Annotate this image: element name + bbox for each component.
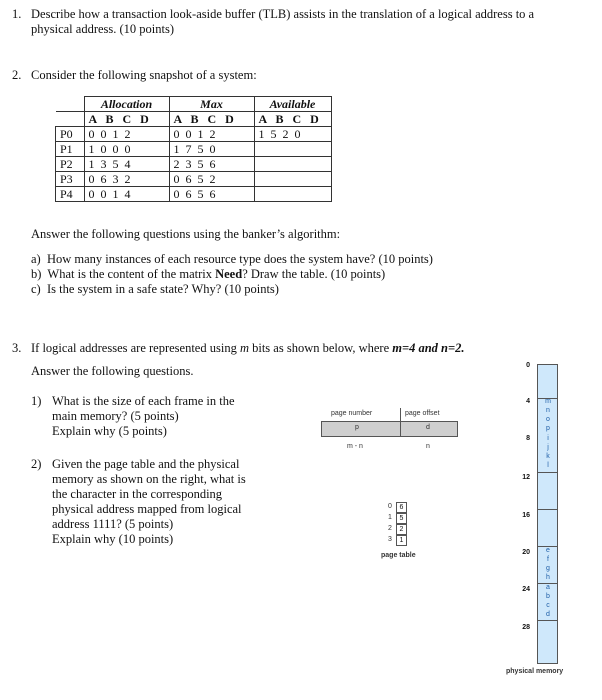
max-cell: 0 6 5 2 — [169, 172, 254, 187]
q2-item-c: c) Is the system in a safe state? Why? (10 points) — [31, 282, 279, 296]
q3-sub2-line1: Given the page table and the physical — [52, 457, 240, 471]
pt-frame-3: 1 — [396, 535, 407, 546]
q3-sub2-line2: memory as shown on the right, what is — [52, 472, 246, 486]
allocation-header: Allocation — [84, 97, 169, 112]
q3-intro-mid: bits as shown below, where — [248, 341, 393, 355]
q2-item-a: a) How many instances of each resource type does the system have? (10 points) — [31, 252, 433, 266]
process-label: P2 — [56, 157, 85, 172]
process-label: P4 — [56, 187, 85, 202]
q3-sub1-line3: Explain why (5 points) — [52, 424, 167, 438]
q3-sub1-number: 1) — [31, 394, 42, 408]
available-cell — [254, 187, 331, 202]
available-cell — [254, 157, 331, 172]
resource-snapshot-table — [55, 96, 332, 202]
allocation-cell: 0 0 1 4 — [84, 187, 169, 202]
table-row — [56, 172, 332, 187]
table-row — [56, 157, 332, 172]
mem-char: i — [547, 435, 549, 442]
allocation-cell: 0 6 3 2 — [84, 172, 169, 187]
pt-frame-0: 6 — [396, 502, 407, 513]
pt-frame-2: 2 — [396, 524, 407, 535]
process-label: P1 — [56, 142, 85, 157]
p-field: p — [355, 424, 359, 431]
mem-char: a — [546, 584, 550, 591]
available-cell: 1 5 2 0 — [254, 127, 331, 142]
q3-sub2-line6: Explain why (10 points) — [52, 532, 174, 546]
process-label: P0 — [56, 127, 85, 142]
q3-intro-m: m — [239, 341, 249, 355]
divider-tick — [400, 408, 401, 421]
max-cell: 2 3 5 6 — [169, 157, 254, 172]
mem-char: e — [546, 547, 550, 554]
q2-intro: Consider the following snapshot of a system: — [31, 68, 257, 82]
mem-divider — [537, 620, 558, 621]
mem-divider — [537, 472, 558, 473]
max-cell: 1 7 5 0 — [169, 142, 254, 157]
mem-char: m — [545, 398, 551, 405]
pt-index-2: 2 — [388, 525, 392, 532]
mem-char: n — [546, 407, 550, 414]
d-field: d — [426, 424, 430, 431]
mem-char: l — [547, 462, 549, 469]
mem-char: g — [546, 565, 550, 572]
mem-char: f — [547, 556, 549, 563]
max-header: Max — [169, 97, 254, 112]
mem-address-4: 4 — [526, 398, 530, 405]
mem-char: p — [546, 425, 550, 432]
mem-char: j — [547, 444, 549, 451]
q1-line2: physical address. (10 points) — [31, 22, 175, 36]
q3-answer-prompt: Answer the following questions. — [31, 364, 194, 378]
table-row — [56, 187, 332, 202]
mem-address-24: 24 — [522, 586, 530, 593]
mem-address-12: 12 — [522, 474, 530, 481]
available-header: Available — [254, 97, 331, 112]
max-cell: 0 6 5 6 — [169, 187, 254, 202]
mem-address-20: 20 — [522, 549, 530, 556]
q3-sub1-line2: main memory? (5 points) — [52, 409, 179, 423]
n-label: n — [426, 443, 430, 450]
q1-number: 1. — [12, 7, 22, 21]
q3-sub2-line3: the character in the corresponding — [52, 487, 223, 501]
q3-number: 3. — [12, 341, 22, 355]
q3-intro-condition: m=4 and n=2. — [392, 341, 465, 355]
mem-char: k — [546, 453, 550, 460]
page-number-box — [321, 421, 402, 437]
table-row — [56, 142, 332, 157]
allocation-subheader: A B C D — [84, 112, 169, 127]
q3-sub1-line1: What is the size of each frame in the — [52, 394, 235, 408]
available-cell — [254, 142, 331, 157]
mem-address-0: 0 — [526, 362, 530, 369]
q1-line1: Describe how a transaction look-aside buffer (TLB) assists in the translation of a logical address to a — [31, 7, 535, 21]
m-minus-n-label: m - n — [347, 443, 363, 450]
available-cell — [254, 172, 331, 187]
mem-address-16: 16 — [522, 512, 530, 519]
mem-char: c — [546, 602, 550, 609]
mem-char: h — [546, 574, 550, 581]
allocation-cell: 0 0 1 2 — [84, 127, 169, 142]
physical-memory-caption: physical memory — [506, 668, 564, 675]
q2-number: 2. — [12, 68, 22, 82]
allocation-cell: 1 3 5 4 — [84, 157, 169, 172]
mem-char: d — [546, 611, 550, 618]
max-cell: 0 0 1 2 — [169, 127, 254, 142]
page-offset-label: page offset — [405, 410, 440, 417]
process-label: P3 — [56, 172, 85, 187]
mem-char: o — [546, 416, 550, 423]
q3-sub2-number: 2) — [31, 457, 42, 471]
q3-intro — [31, 341, 465, 356]
q3-sub2-line5: address 1111? (5 points) — [52, 517, 174, 531]
q2-instruction: Answer the following questions using the banker’s algorithm: — [31, 227, 341, 241]
available-subheader: A B C D — [254, 112, 331, 127]
pt-index-3: 3 — [388, 536, 392, 543]
pt-index-1: 1 — [388, 514, 392, 521]
page-number-label: page number — [331, 410, 373, 417]
q3-intro-text: If logical addresses are represented using — [31, 341, 240, 355]
q2-item-b: b) What is the content of the matrix Need? Draw the table. (10 points) — [31, 267, 386, 281]
allocation-cell: 1 0 0 0 — [84, 142, 169, 157]
pt-frame-1: 5 — [396, 513, 407, 524]
mem-divider — [537, 509, 558, 510]
mem-char: b — [546, 593, 550, 600]
pt-index-0: 0 — [388, 503, 392, 510]
mem-address-28: 28 — [522, 624, 530, 631]
mem-address-8: 8 — [526, 435, 530, 442]
q3-sub2-line4: physical address mapped from logical — [52, 502, 242, 516]
max-subheader: A B C D — [169, 112, 254, 127]
table-row — [56, 127, 332, 142]
page-table-caption: page table — [381, 552, 416, 559]
